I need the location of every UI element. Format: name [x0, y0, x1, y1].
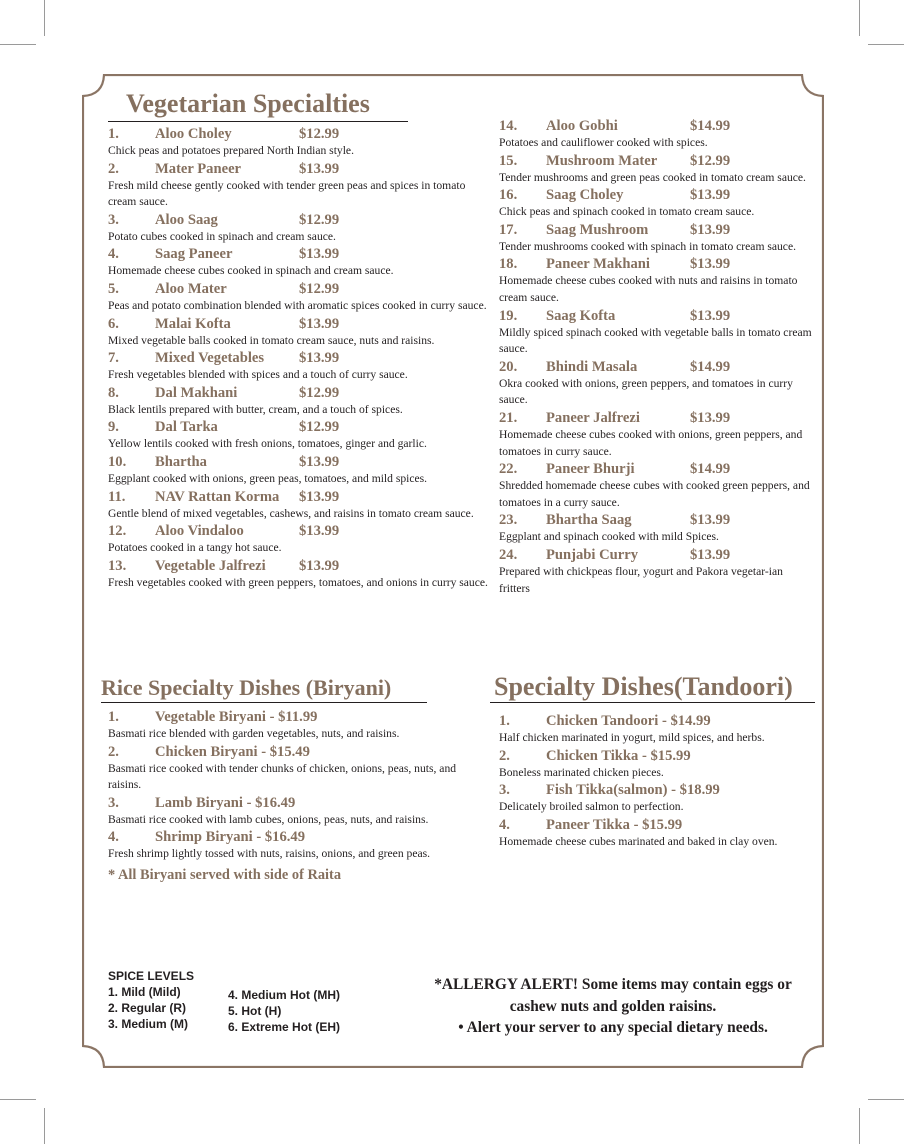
allergy-line: • Alert your server to any special dietary needs. [458, 1019, 768, 1036]
menu-item [108, 280, 490, 315]
item-number: 11. [108, 488, 126, 505]
item-description: Chick peas and potatoes prepared North Indian style. [108, 144, 354, 157]
menu-item [499, 747, 799, 782]
menu-item-heading [108, 488, 490, 506]
item-description: Shredded homemade cheese cubes with cooked green peppers, and tomatoes in a curry sauce. [499, 479, 810, 509]
menu-item [499, 152, 815, 187]
crop-mark [44, 0, 45, 36]
item-name: Vegetable Jalfrezi [155, 557, 266, 574]
crop-mark [868, 1099, 904, 1100]
item-price: $13.99 [299, 246, 340, 263]
menu-item [499, 409, 815, 460]
item-price: $13.99 [690, 307, 731, 324]
item-name: Aloo Vindaloo [155, 523, 244, 540]
item-name: Bhindi Masala [546, 358, 638, 375]
item-price: $12.99 [299, 280, 340, 297]
menu-item [108, 245, 490, 280]
menu-item [499, 255, 815, 306]
menu-item [108, 315, 490, 350]
item-description: Fresh vegetables cooked with green peppers, tomatoes, and onions in curry sauce. [108, 575, 488, 589]
item-description: Black lentils prepared with butter, cream, and a touch of spices. [108, 402, 403, 416]
item-name: Saag Kofta [546, 307, 616, 324]
item-price: $13.99 [299, 315, 340, 332]
spice-level: 6. Extreme Hot (EH) [228, 1020, 341, 1034]
item-description: Mildly spiced spinach cooked with vegetable balls in tomato cream sauce. [499, 325, 812, 356]
item-description: Basmati rice blended with garden vegetables, nuts, and raisins. [108, 727, 400, 740]
menu-item-heading [499, 747, 799, 765]
item-description: Potatoes cooked in a tangy hot sauce. [108, 541, 282, 555]
menu-item [108, 522, 490, 557]
spice-levels-title: SPICE LEVELS [108, 969, 195, 983]
item-name: Shrimp Biryani - $16.49 [155, 829, 306, 846]
section-rule [101, 702, 427, 703]
item-description: Homemade cheese cubes cooked in spinach and cream sauce. [108, 264, 394, 278]
menu-item-heading [499, 255, 815, 273]
menu-item [499, 511, 815, 546]
menu-item [108, 384, 490, 419]
menu-item-heading [108, 828, 468, 846]
menu-item-heading [499, 409, 815, 427]
item-number: 4. [108, 246, 119, 263]
menu-item [499, 460, 815, 511]
item-number: 9. [108, 419, 119, 436]
item-name: Aloo Saag [155, 211, 218, 228]
crop-mark [0, 1099, 36, 1100]
item-name: Fish Tikka(salmon) - $18.99 [546, 782, 720, 799]
item-description: Chick peas and spinach cooked in tomato cream sauce. [499, 205, 755, 219]
item-description: Mixed vegetable balls cooked in tomato cream sauce, nuts and raisins. [108, 333, 435, 347]
item-description: Fresh mild cheese gently cooked with tender green peas and spices in tomato cream sauce. [108, 178, 466, 209]
crop-mark [0, 44, 36, 45]
menu-item-heading [499, 221, 815, 239]
item-description: Prepared with chickpeas flour, yogurt and Pakora vegetar-ian fritters [499, 564, 783, 595]
item-number: 1. [499, 713, 510, 729]
item-description: Boneless marinated chicken pieces. [499, 765, 664, 779]
item-number: 16. [499, 187, 518, 204]
item-description: Peas and potato combination blended with aromatic spices cooked in curry sauce. [108, 298, 487, 312]
item-number: 3. [499, 782, 510, 799]
section-title-tandoori: Specialty Dishes(Tandoori) [494, 672, 793, 701]
item-name: Paneer Tikka - $15.99 [546, 816, 683, 833]
item-description: Potatoes and cauliflower cooked with spices. [499, 136, 708, 149]
item-name: Chicken Biryani - $15.49 [155, 743, 310, 760]
item-description: Half chicken marinated in yogurt, mild spices, and herbs. [499, 731, 765, 744]
vegetarian-list-left [108, 125, 490, 591]
item-name: Bhartha [155, 453, 207, 470]
menu-item [108, 349, 490, 384]
item-price: $13.99 [690, 256, 731, 273]
menu-item-heading [108, 453, 490, 471]
item-number: 2. [108, 743, 119, 760]
menu-item-heading [108, 743, 468, 761]
item-price: $14.99 [690, 461, 731, 478]
item-name: Dal Makhani [155, 384, 238, 401]
item-number: 20. [499, 358, 518, 375]
item-number: 23. [499, 512, 518, 529]
item-description: Eggplant cooked with onions, green peas, tomatoes, and mild spices. [108, 471, 428, 485]
item-name: Aloo Choley [155, 126, 232, 142]
item-price: $13.99 [690, 409, 731, 426]
item-name: Chicken Tandoori - $14.99 [546, 713, 711, 729]
menu-item-heading [108, 160, 490, 178]
item-name: Saag Mushroom [546, 221, 649, 238]
spice-level: 1. Mild (Mild) [108, 985, 181, 999]
menu-item-heading [108, 349, 490, 367]
item-number: 18. [499, 256, 518, 273]
item-description: Tender mushrooms cooked with spinach in tomato cream sauce. [499, 239, 796, 253]
item-name: Mixed Vegetables [155, 350, 265, 367]
menu-item [108, 488, 490, 523]
menu-item-heading [499, 117, 815, 135]
menu-item [499, 358, 815, 409]
allergy-alert [412, 974, 814, 1039]
item-number: 4. [499, 816, 510, 833]
item-description: Yellow lentils cooked with fresh onions, tomatoes, ginger and garlic. [108, 437, 427, 451]
item-name: Aloo Mater [155, 280, 227, 297]
item-number: 1. [108, 709, 119, 725]
crop-mark [859, 1108, 860, 1144]
item-number: 2. [108, 160, 119, 177]
section-rule [490, 702, 815, 703]
item-price: $13.99 [690, 187, 731, 204]
item-description: Potato cubes cooked in spinach and cream sauce. [108, 229, 336, 243]
menu-item-heading [499, 712, 799, 730]
item-number: 22. [499, 461, 518, 478]
spice-level: 5. Hot (H) [228, 1004, 282, 1018]
crop-mark [859, 0, 860, 36]
menu-item-heading [499, 186, 815, 204]
tandoori-list [499, 712, 799, 850]
menu-item [499, 307, 815, 358]
spice-level: 4. Medium Hot (MH) [228, 988, 340, 1002]
section-title-biryani: Rice Specialty Dishes (Biryani) [101, 675, 392, 700]
menu-item-heading [108, 557, 490, 575]
item-description: Basmati rice cooked with tender chunks of chicken, onions, peas, nuts, and raisins. [108, 761, 457, 792]
item-price: $12.99 [690, 152, 731, 169]
item-price: $12.99 [299, 126, 340, 142]
menu-item [108, 557, 490, 592]
menu-item-heading [108, 522, 490, 540]
menu-item [108, 708, 468, 743]
menu-item [499, 816, 799, 851]
item-description: Eggplant and spinach cooked with mild Spices. [499, 530, 719, 544]
allergy-line: *ALLERGY ALERT! Some items may contain eggs or [434, 976, 792, 993]
item-name: Paneer Bhurji [546, 461, 635, 478]
item-price: $13.99 [299, 160, 340, 177]
item-number: 4. [108, 829, 119, 846]
menu-item [108, 418, 490, 453]
item-name: Mushroom Mater [546, 152, 658, 169]
spice-levels-col2 [228, 987, 340, 1035]
item-number: 6. [108, 315, 119, 332]
item-description: Homemade cheese cubes marinated and baked in clay oven. [499, 834, 778, 848]
menu-item-heading [499, 152, 815, 170]
item-description: Homemade cheese cubes cooked with onions, green peppers, and tomatoes in curry sauce. [499, 427, 803, 458]
item-name: Saag Choley [546, 187, 624, 204]
item-number: 5. [108, 280, 119, 297]
menu-item [108, 794, 468, 829]
item-price: $13.99 [299, 523, 340, 540]
item-description: Basmati rice cooked with lamb cubes, onions, peas, nuts, and raisins. [108, 812, 429, 826]
biryani-note: * All Biryani served with side of Raita [108, 866, 342, 883]
item-price: $13.99 [299, 453, 340, 470]
item-price: $12.99 [299, 211, 340, 228]
item-name: Saag Paneer [155, 246, 233, 263]
menu-item [108, 125, 490, 160]
menu-item [499, 186, 815, 221]
item-name: Bhartha Saag [546, 512, 632, 529]
item-number: 21. [499, 409, 518, 426]
item-price: $13.99 [299, 350, 340, 367]
item-number: 7. [108, 350, 119, 367]
item-name: Paneer Makhani [546, 256, 650, 273]
item-description: Homemade cheese cubes cooked with nuts and raisins in tomato cream sauce. [499, 274, 798, 304]
menu-item [499, 117, 815, 152]
item-name: Vegetable Biryani - $11.99 [155, 709, 318, 725]
item-number: 15. [499, 152, 518, 169]
menu-item-heading [108, 418, 490, 436]
item-price: $13.99 [299, 488, 340, 505]
menu-item-heading [108, 794, 468, 812]
menu-item [108, 211, 490, 246]
menu-item [499, 712, 799, 747]
item-number: 24. [499, 546, 518, 563]
item-description: Delicately broiled salmon to perfection. [499, 800, 684, 814]
vegetarian-list-right [499, 117, 815, 597]
item-name: Lamb Biryani - $16.49 [155, 794, 296, 811]
item-number: 10. [108, 453, 127, 470]
item-price: $14.99 [690, 358, 731, 375]
item-price: $12.99 [299, 419, 340, 436]
crop-mark [868, 44, 904, 45]
menu-item [108, 828, 468, 863]
menu-item-heading [499, 511, 815, 529]
item-number: 12. [108, 523, 127, 540]
biryani-list [108, 708, 468, 885]
item-name: NAV Rattan Korma [155, 488, 280, 505]
item-price: $13.99 [690, 512, 731, 529]
menu-item-heading [499, 816, 799, 834]
section-title-vegetarian: Vegetarian Specialties [126, 89, 370, 118]
item-description: Okra cooked with onions, green peppers, and tomatoes in curry sauce. [499, 376, 793, 407]
menu-item-heading [108, 315, 490, 333]
item-name: Punjabi Curry [546, 546, 639, 563]
allergy-line: cashew nuts and golden raisins. [509, 997, 717, 1015]
item-number: 2. [499, 747, 510, 764]
item-number: 3. [108, 794, 119, 811]
menu-item-heading [108, 708, 468, 726]
item-description: Fresh vegetables blended with spices and a touch of curry sauce. [108, 368, 408, 382]
item-number: 13. [108, 557, 127, 574]
item-description: Gentle blend of mixed vegetables, cashews, and raisins in tomato cream sauce. [108, 506, 474, 520]
menu-item-heading [499, 307, 815, 325]
spice-levels-col1 [108, 984, 188, 1032]
item-price: $13.99 [299, 557, 340, 574]
menu-item-heading [108, 280, 490, 298]
menu-item [499, 781, 799, 816]
crop-mark [44, 1108, 45, 1144]
menu-item-heading [108, 384, 490, 402]
item-name: Aloo Gobhi [546, 118, 618, 134]
item-name: Mater Paneer [155, 160, 242, 177]
spice-level: 2. Regular (R) [108, 1001, 187, 1015]
item-number: 1. [108, 126, 119, 142]
menu-item-heading [499, 781, 799, 799]
item-name: Chicken Tikka - $15.99 [546, 747, 691, 764]
menu-item [108, 743, 468, 794]
menu-item [499, 546, 815, 597]
menu-item [108, 453, 490, 488]
menu-item [499, 221, 815, 256]
item-price: $14.99 [690, 118, 731, 134]
item-name: Dal Tarka [155, 419, 218, 436]
menu-item-heading [108, 125, 490, 143]
menu-item-heading [499, 358, 815, 376]
item-number: 8. [108, 384, 119, 401]
item-number: 3. [108, 211, 119, 228]
item-number: 19. [499, 307, 518, 324]
item-description: Fresh shrimp lightly tossed with nuts, raisins, onions, and green peas. [108, 847, 431, 861]
item-price: $13.99 [690, 221, 731, 238]
section-rule [108, 121, 408, 122]
item-name: Paneer Jalfrezi [546, 409, 640, 426]
item-name: Malai Kofta [155, 315, 231, 332]
menu-item-heading [108, 211, 490, 229]
menu-item [108, 160, 490, 211]
item-price: $13.99 [690, 546, 731, 563]
spice-level: 3. Medium (M) [108, 1017, 188, 1031]
menu-item-heading [499, 460, 815, 478]
menu-item-heading [499, 546, 815, 564]
item-number: 14. [499, 118, 518, 134]
item-description: Tender mushrooms and green peas cooked in tomato cream sauce. [499, 170, 806, 184]
item-number: 17. [499, 221, 518, 238]
menu-item-heading [108, 245, 490, 263]
item-price: $12.99 [299, 384, 340, 401]
